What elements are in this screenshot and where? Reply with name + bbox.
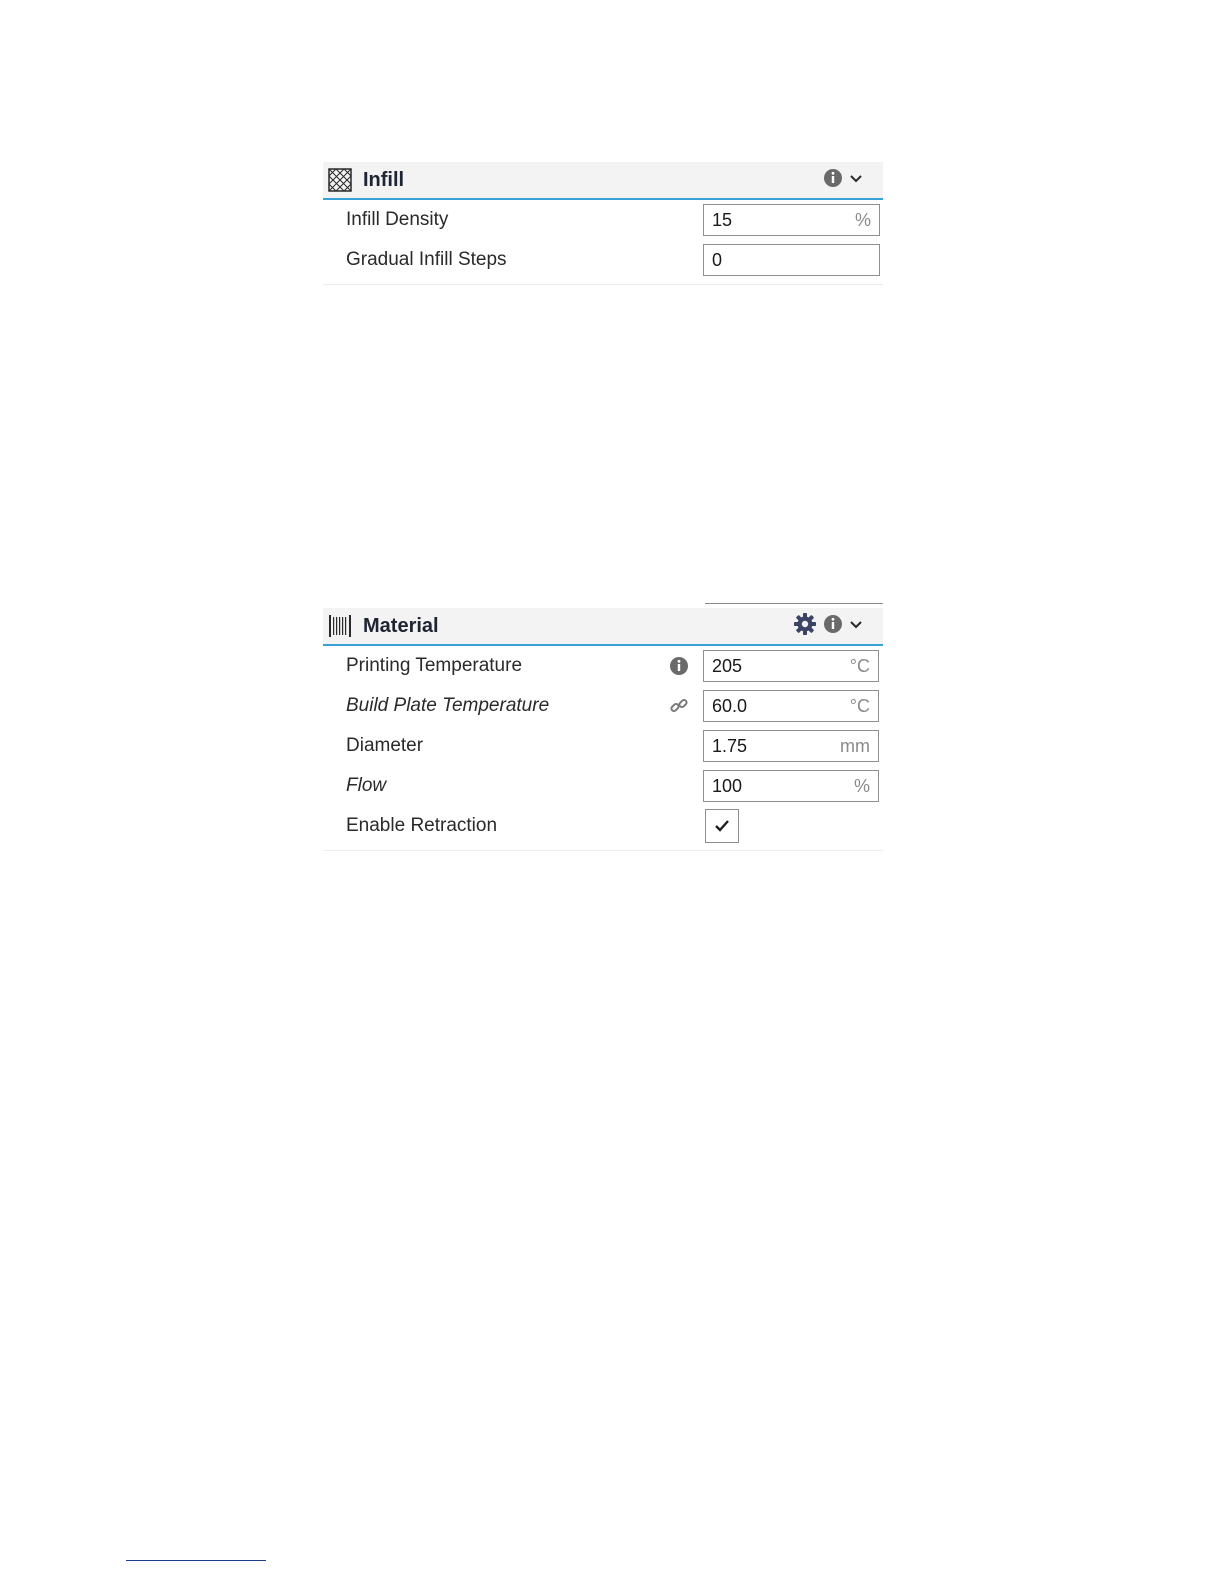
setting-label: Diameter <box>346 735 424 756</box>
setting-row-diameter <box>323 726 883 766</box>
infill-title: Infill <box>363 168 405 191</box>
field-unit: mm <box>840 735 870 756</box>
field-value: 0 <box>712 249 723 270</box>
field-value: 1.75 <box>712 735 748 756</box>
setting-row-build-plate-temperature <box>323 686 883 726</box>
setting-label: Enable Retraction <box>346 815 498 836</box>
info-icon[interactable] <box>823 614 843 639</box>
field-unit: % <box>853 775 870 796</box>
setting-label: Printing Temperature <box>346 655 523 676</box>
divider <box>705 603 883 604</box>
setting-label: Flow <box>346 775 387 796</box>
flow-input[interactable] <box>703 770 879 802</box>
setting-label: Build Plate Temperature <box>346 695 550 716</box>
chevron-down-icon[interactable] <box>849 171 863 189</box>
gradual-infill-steps-input[interactable] <box>703 244 880 276</box>
field-unit: °C <box>849 695 870 716</box>
setting-row-printing-temperature <box>323 646 883 686</box>
infill-pattern-icon <box>327 167 353 193</box>
enable-retraction-checkbox[interactable] <box>705 809 739 843</box>
setting-row-infill-density <box>323 200 883 240</box>
material-title: Material <box>363 614 439 637</box>
setting-label: Infill Density <box>346 209 449 230</box>
chevron-down-icon[interactable] <box>849 617 863 635</box>
info-icon[interactable] <box>823 168 843 193</box>
link-icon[interactable] <box>667 694 691 718</box>
field-unit: % <box>854 209 871 230</box>
material-panel <box>323 608 883 851</box>
setting-label: Gradual Infill Steps <box>346 249 507 270</box>
footnote-separator <box>126 1560 266 1561</box>
field-value: 205 <box>712 655 743 676</box>
field-value: 60.0 <box>712 695 748 716</box>
field-unit: °C <box>849 655 870 676</box>
build-plate-temperature-input[interactable] <box>703 690 879 722</box>
infill-density-input[interactable] <box>703 204 880 236</box>
field-value: 15 <box>712 209 733 230</box>
setting-row-gradual-infill-steps <box>323 240 883 280</box>
printing-temperature-input[interactable] <box>703 650 879 682</box>
info-icon[interactable] <box>667 654 691 678</box>
gear-icon[interactable] <box>793 612 817 641</box>
setting-row-flow <box>323 766 883 806</box>
material-header[interactable] <box>323 608 883 646</box>
setting-row-enable-retraction <box>323 806 883 846</box>
infill-panel <box>323 162 883 285</box>
infill-header[interactable] <box>323 162 883 200</box>
checkmark-icon <box>714 819 730 833</box>
material-spool-icon <box>327 613 353 639</box>
diameter-input[interactable] <box>703 730 879 762</box>
field-value: 100 <box>712 775 743 796</box>
